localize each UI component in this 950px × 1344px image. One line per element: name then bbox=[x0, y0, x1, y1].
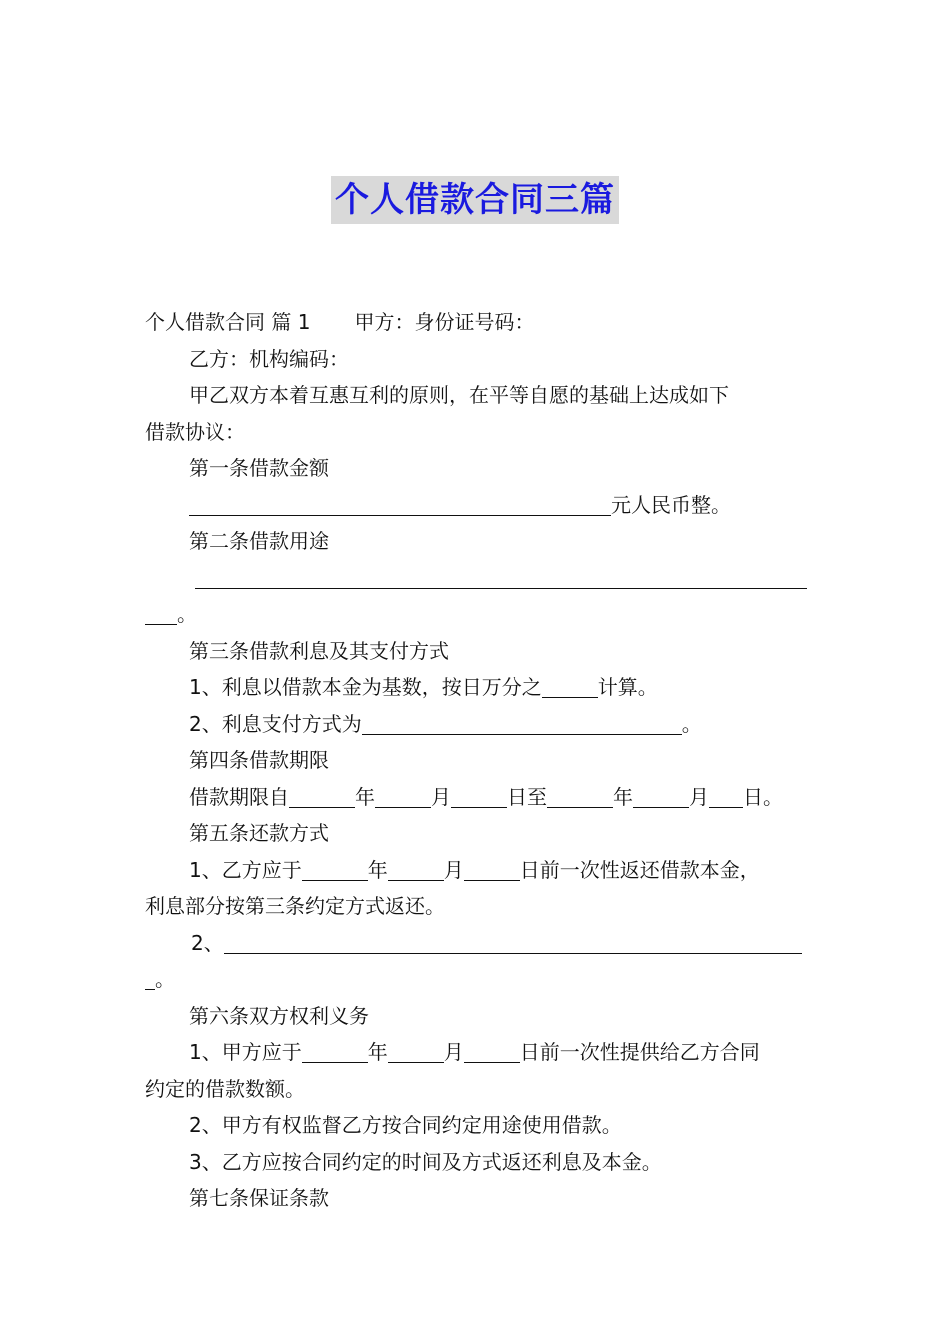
article-3-item-1 bbox=[145, 669, 810, 706]
intro-paragraph-line-1 bbox=[145, 377, 810, 414]
intro-text-1: 甲乙双方本着互惠互利的原则，在平等自愿的基础上达成如下 bbox=[189, 383, 729, 407]
article-2-title bbox=[145, 523, 810, 560]
title-container bbox=[0, 176, 950, 224]
year-label: 年 bbox=[367, 1040, 388, 1064]
article-5-item-2-end bbox=[145, 961, 810, 998]
article-5-item-1-cont bbox=[145, 888, 810, 925]
contract-heading-line bbox=[145, 304, 810, 341]
party-b-line bbox=[145, 341, 810, 378]
article-2-blank-end bbox=[145, 596, 810, 633]
repay-other-blank-end bbox=[145, 969, 155, 990]
article-title: 第三条借款利息及其支付方式 bbox=[189, 638, 449, 663]
provide-day-blank bbox=[464, 1042, 520, 1063]
item-text: 2、利息支付方式为 bbox=[189, 711, 362, 736]
article-title: 第二条借款用途 bbox=[189, 529, 329, 553]
amount-blank bbox=[189, 495, 611, 516]
day-end-label: 日。 bbox=[743, 784, 783, 809]
repay-day-blank bbox=[464, 860, 520, 881]
end-day-blank bbox=[709, 787, 743, 808]
purpose-blank bbox=[195, 568, 807, 589]
article-5-title bbox=[145, 815, 810, 852]
rate-blank bbox=[542, 677, 598, 698]
item-text: 2、 bbox=[191, 930, 224, 955]
item-text: 日前一次性返还借款本金， bbox=[519, 857, 760, 882]
article-1-title bbox=[145, 450, 810, 487]
party-a-label: 甲方：身份证号码： bbox=[354, 310, 535, 334]
article-6-title bbox=[145, 998, 810, 1035]
article-7-title bbox=[145, 1180, 810, 1217]
article-4-term-line bbox=[145, 779, 810, 816]
intro-text-2: 借款协议： bbox=[145, 419, 245, 444]
intro-paragraph-line-2 bbox=[145, 414, 810, 451]
item-text: 日前一次性提供给乙方合同 bbox=[519, 1040, 760, 1064]
item-text: 1、利息以借款本金为基数，按日万分之 bbox=[189, 675, 542, 699]
article-5-item-2 bbox=[145, 925, 810, 962]
year-label: 年 bbox=[367, 857, 388, 882]
document-title: 个人借款合同三篇 bbox=[331, 176, 619, 224]
day-to-label: 日至 bbox=[507, 784, 547, 809]
start-year-blank bbox=[289, 787, 355, 808]
article-6-item-2 bbox=[145, 1107, 810, 1144]
item-text: 1、乙方应于 bbox=[189, 857, 302, 882]
article-5-item-1 bbox=[145, 852, 810, 889]
party-b-label: 乙方：机构编码： bbox=[189, 346, 349, 371]
item-text: 1、甲方应于 bbox=[189, 1040, 302, 1064]
item-text: 计算。 bbox=[597, 675, 658, 699]
end-month-blank bbox=[633, 787, 689, 808]
start-month-blank bbox=[375, 787, 431, 808]
month-label: 月 bbox=[443, 1040, 464, 1064]
item-text: 3、乙方应按合同约定的时间及方式返还利息及本金。 bbox=[189, 1149, 662, 1174]
provide-month-blank bbox=[388, 1042, 444, 1063]
item-text: 约定的借款数额。 bbox=[145, 1076, 305, 1101]
month-label: 月 bbox=[689, 784, 709, 809]
item-text: 2、甲方有权监督乙方按合同约定用途使用借款。 bbox=[189, 1113, 622, 1137]
article-3-item-2 bbox=[145, 706, 810, 743]
article-title: 第七条保证条款 bbox=[189, 1186, 329, 1210]
article-title: 第一条借款金额 bbox=[189, 456, 329, 480]
year-label: 年 bbox=[613, 784, 633, 809]
term-prefix: 借款期限自 bbox=[189, 784, 289, 809]
article-6-item-1 bbox=[145, 1034, 810, 1071]
article-2-blank-line bbox=[145, 560, 810, 597]
repay-other-blank bbox=[224, 933, 802, 954]
period-mark: 。 bbox=[681, 711, 702, 736]
month-label: 月 bbox=[431, 784, 451, 809]
payment-method-blank bbox=[362, 714, 682, 735]
end-year-blank bbox=[547, 787, 613, 808]
repay-month-blank bbox=[388, 860, 444, 881]
month-label: 月 bbox=[443, 857, 464, 882]
article-3-title bbox=[145, 633, 810, 670]
article-6-item-3 bbox=[145, 1144, 810, 1181]
item-text: 利息部分按第三条约定方式返还。 bbox=[145, 894, 445, 918]
period-mark: 。 bbox=[155, 967, 175, 991]
purpose-blank-end bbox=[145, 604, 177, 625]
article-6-item-1-cont bbox=[145, 1071, 810, 1108]
article-4-title bbox=[145, 742, 810, 779]
document-body bbox=[145, 304, 810, 1217]
year-label: 年 bbox=[355, 784, 375, 809]
article-title: 第四条借款期限 bbox=[189, 748, 329, 772]
article-1-amount-line bbox=[145, 487, 810, 524]
article-title: 第五条还款方式 bbox=[189, 821, 329, 845]
contract-heading: 个人借款合同 篇 1 bbox=[145, 310, 311, 334]
provide-year-blank bbox=[302, 1042, 368, 1063]
article-title: 第六条双方权利义务 bbox=[189, 1003, 369, 1028]
amount-suffix: 元人民币整。 bbox=[611, 492, 731, 517]
repay-year-blank bbox=[302, 860, 368, 881]
start-day-blank bbox=[451, 787, 507, 808]
period-mark: 。 bbox=[177, 602, 197, 626]
